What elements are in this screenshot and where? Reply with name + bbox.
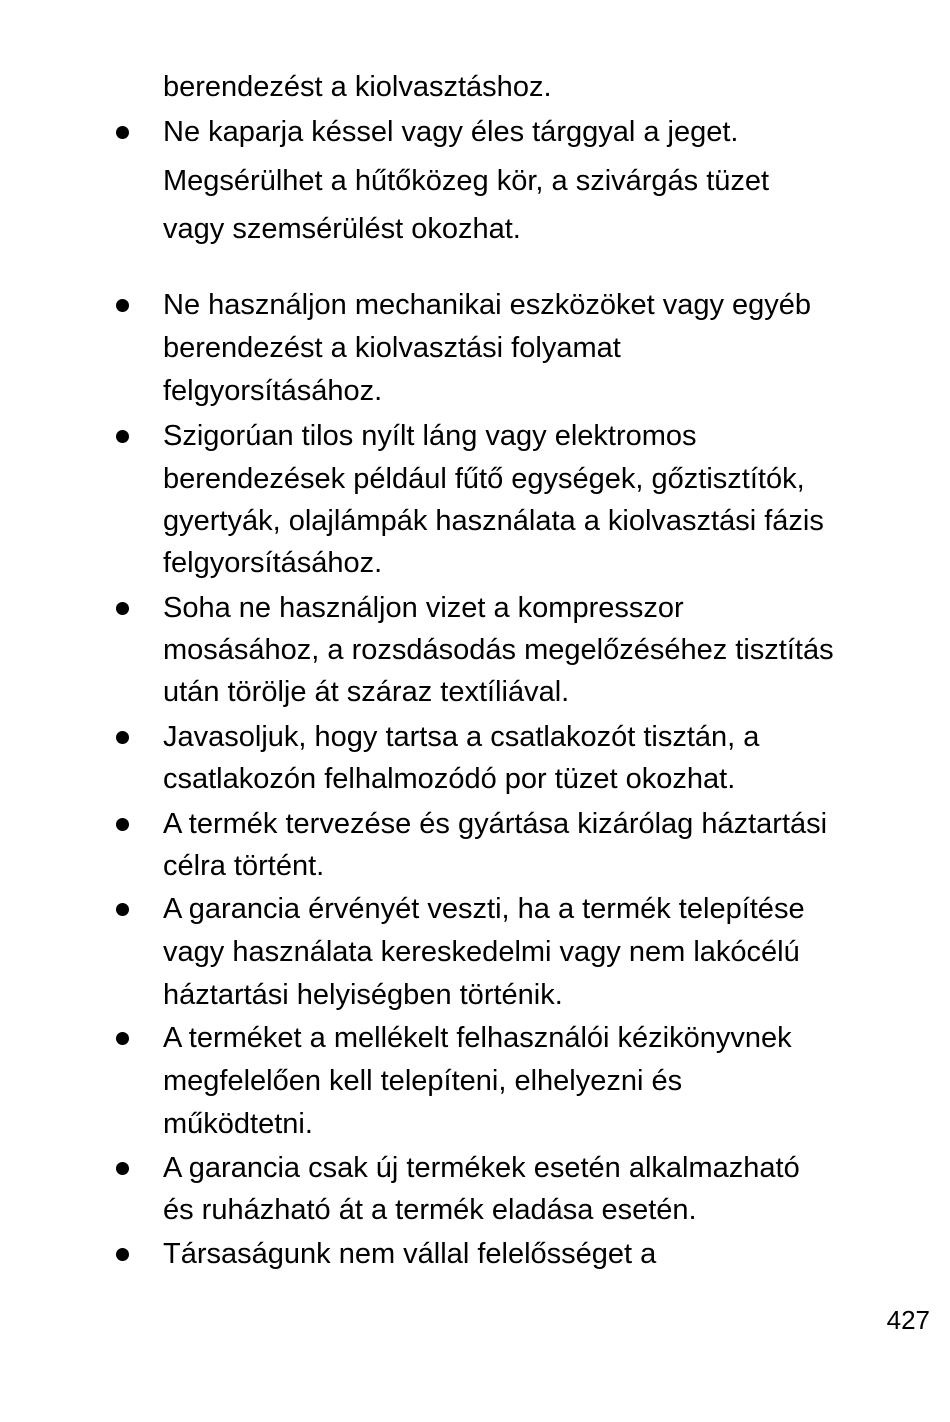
text-line: háztartási helyiségben történik. xyxy=(163,979,563,1011)
bullet-icon xyxy=(116,1162,129,1175)
text-line: Soha ne használjon vizet a kompresszor xyxy=(163,592,684,624)
text-line: célra történt. xyxy=(163,850,325,882)
text-line: Ne kaparja késsel vagy éles tárggyal a jeget. xyxy=(163,116,739,148)
text-line: vagy használata kereskedelmi vagy nem lakócélú xyxy=(163,936,800,968)
text-line: A termék tervezése és gyártása kizárólag háztartási xyxy=(163,808,828,840)
text-line: mosásához, a rozsdásodás megelőzéséhez tisztítás xyxy=(163,634,834,666)
text-line: Javasoljuk, hogy tartsa a csatlakozót tisztán, a xyxy=(163,721,760,753)
text-line: működtetni. xyxy=(163,1108,313,1140)
bullet-icon xyxy=(116,1248,129,1261)
bullet-icon xyxy=(116,602,129,615)
text-line: A garancia érvényét veszti, ha a termék telepítése xyxy=(163,893,805,925)
text-line: felgyorsításához. xyxy=(163,375,383,407)
text-line: és ruházható át a termék eladása esetén. xyxy=(163,1194,697,1226)
bullet-icon xyxy=(116,1032,129,1045)
text-line: berendezést a kiolvasztási folyamat xyxy=(163,332,621,364)
text-line: A garancia csak új termékek esetén alkalmazható xyxy=(163,1152,800,1184)
text-line: Megsérülhet a hűtőközeg kör, a szivárgás tüzet xyxy=(163,165,770,197)
text-line: vagy szemsérülést okozhat. xyxy=(163,213,521,245)
text-line: berendezést a kiolvasztáshoz. xyxy=(163,71,552,103)
bullet-icon xyxy=(116,299,129,312)
text-line: gyertyák, olajlámpák használata a kiolvasztási fázis xyxy=(163,505,824,537)
text-line: után törölje át száraz textíliával. xyxy=(163,676,570,708)
page-number: 427 xyxy=(886,1305,930,1335)
bullet-icon xyxy=(116,731,129,744)
text-line: Szigorúan tilos nyílt láng vagy elektromos xyxy=(163,420,697,452)
text-line: Társaságunk nem vállal felelősséget a xyxy=(163,1238,657,1270)
bullet-icon xyxy=(116,903,129,916)
bullet-icon xyxy=(116,430,129,443)
text-line: Ne használjon mechanikai eszközöket vagy egyéb xyxy=(163,289,812,321)
bullet-icon xyxy=(116,126,129,139)
text-line: csatlakozón felhalmozódó por tüzet okozhat. xyxy=(163,763,736,795)
text-line: megfelelően kell telepíteni, elhelyezni és xyxy=(163,1065,683,1097)
text-line: berendezések például fűtő egységek, gőztisztítók, xyxy=(163,463,805,495)
bullet-icon xyxy=(116,818,129,831)
text-line: felgyorsításához. xyxy=(163,547,383,579)
text-line: A terméket a mellékelt felhasználói kézikönyvnek xyxy=(163,1022,792,1054)
